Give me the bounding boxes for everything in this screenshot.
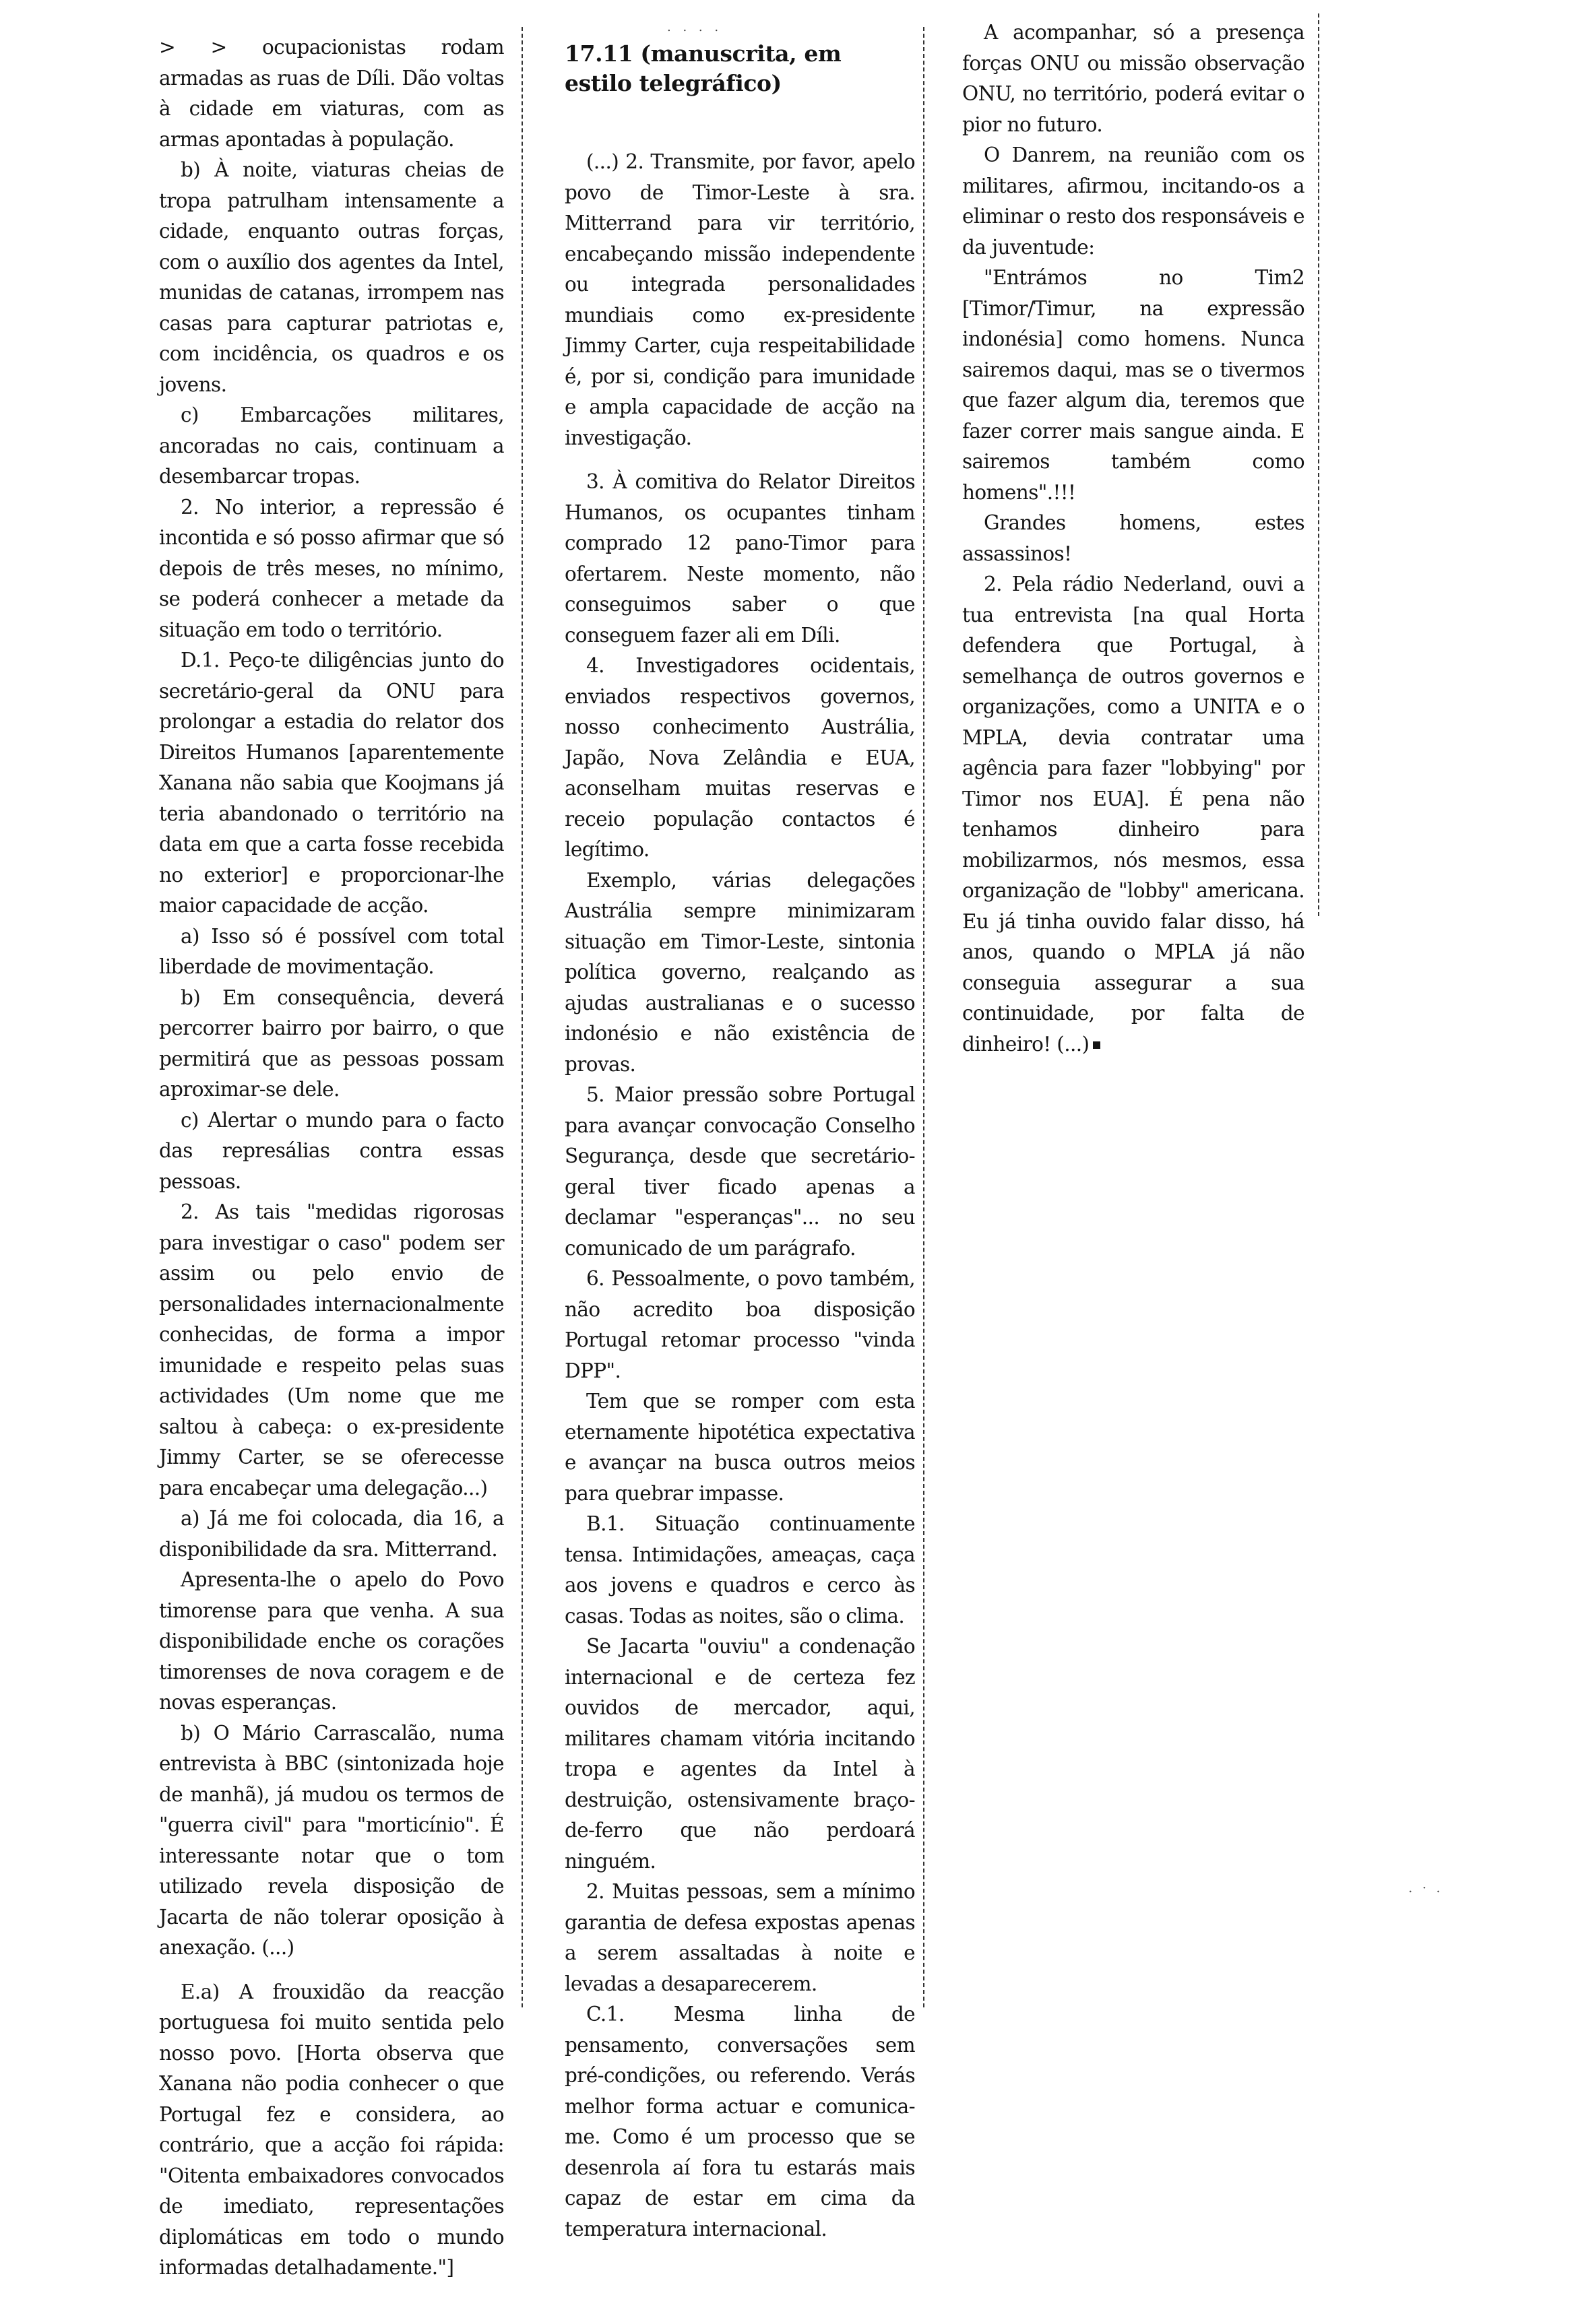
column3-paragraph: O Danrem, na reunião com os militares, afirmou, incitando-os a eliminar o resto dos responsáveis e da juventude:	[962, 143, 1304, 259]
column-3	[962, 18, 1304, 1060]
column-2	[565, 39, 915, 2245]
column2-paragraph: 4. Investigadores ocidentais, enviados respectivos governos, nosso conhecimento Austrália, Japão, Nova Zelândia e EUA, aconselham muitas reservas e receio população contactos é legítimo.	[565, 654, 915, 861]
column1-intro: > > ocupacionistas rodam armadas as ruas de Díli. Dão voltas à cidade em viaturas, com as armas apontadas à população.	[159, 36, 504, 151]
column2-paragraph: Exemplo, várias delegações Austrália sempre minimizaram situação em Timor-Leste, sintonia política governo, realçando as ajudas australianas e o sucesso indonésio e não existência de provas.	[565, 868, 915, 1076]
column2-paragraph: 5. Maior pressão sobre Portugal para avançar convocação Conselho Segurança, desde que secretário-geral tiver ficado apenas a declamar "esperanças"... no seu comunicado de um parágrafo.	[565, 1083, 915, 1260]
section-heading: 17.11 (manuscrita, em estilo telegráfico)	[565, 40, 842, 96]
column1-paragraph: c) Alertar o mundo para o facto das represálias contra essas pessoas.	[159, 1108, 504, 1193]
column1-paragraph: 2. As tais "medidas rigorosas para investigar o caso" podem ser assim ou pelo envio de personalidades internacionalmente conhecidas, de forma a impor imunidade e respeito pelas suas actividades (Um nome que me saltou à cabeça: o ex-presidente Jimmy Carter, se se oferecesse para encabeçar uma delegação...)	[159, 1200, 504, 1499]
end-of-article-mark	[1093, 1041, 1100, 1049]
column1-paragraph: Apresenta-lhe o apelo do Povo timorense para que venha. A sua disponibilidade enche os corações timorenses de nova coragem e de novas esperanças.	[159, 1568, 504, 1714]
column-divider-3	[1318, 13, 1319, 916]
column3-paragraph	[962, 569, 1304, 1060]
column3-paragraph: A acompanhar, só a presença forças ONU ou missão observação ONU, no território, poderá evitar o pior no futuro.	[962, 21, 1304, 136]
column1-paragraph: b) À noite, viaturas cheias de tropa patrulham intensamente a cidade, enquanto outras forças, com o auxílio dos agentes da Intel, munidas de catanas, irrompem nas casas para capturar patriotas e, com incidência, os quadros e os jovens.	[159, 158, 504, 396]
header-dots: . . . .	[667, 20, 723, 34]
column2-paragraph: B.1. Situação continuamente tensa. Intimidações, ameaças, caça aos jovens e quadros e cerco às casas. Todas as noites, são o clima.	[565, 1512, 915, 1627]
column1-paragraph: a) Já me foi colocada, dia 16, a disponibilidade da sra. Mitterrand.	[159, 1507, 504, 1561]
scan-specks: . · .	[1408, 1879, 1443, 1896]
column-divider-1-lower	[522, 997, 523, 2007]
column-divider-1	[522, 27, 523, 997]
column1-paragraph: E.a) A frouxidão da reacção portuguesa foi muito sentida pelo nosso povo. [Horta observa que Xanana não podia conhecer o que Portugal fez e considera, ao contrário, que a acção foi rápida: "Oitenta embaixadores convocados de imediato, representações diplomáticas em todo o mundo informadas detalhadamente."]	[159, 1980, 504, 2279]
column1-paragraph: b) O Mário Carrascalão, numa entrevista à BBC (sintonizada hoje de manhã), já mudou os termos de "guerra civil" para "morticínio". É interessante notar que o tom utilizado revela disposição de Jacarta de não tolerar oposição à anexação. (...)	[159, 1721, 504, 1959]
column1-paragraph: c) Embarcações militares, ancoradas no cais, continuam a desembarcar tropas.	[159, 404, 504, 488]
column2-paragraph: (...) 2. Transmite, por favor, apelo povo de Timor-Leste à sra. Mitterrand para vir território, encabeçando missão independente ou integrada personalidades mundiais como ex-presidente Jimmy Carter, cuja respeitabilidade é, por si, condição para imunidade e ampla capacidade de acção na investigação.	[565, 150, 915, 449]
column2-paragraph: 2. Muitas pessoas, sem a mínimo garantia de defesa expostas apenas a serem assaltadas à noite e levadas a desaparecerem.	[565, 1880, 915, 1995]
column2-paragraph: Se Jacarta "ouviu" a condenação internacional e de certeza fez ouvidos de mercador, aqui, militares chamam vitória incitando tropa e agentes da Intel à destruição, ostensivamente braço-de-ferro que não perdoará ninguém.	[565, 1635, 915, 1873]
column2-paragraph: C.1. Mesma linha de pensamento, conversações sem pré-condições, ou referendo. Verás melhor forma actuar e comunica-me. Como é um processo que se desenrola aí fora tu estarás mais capaz de estar em cima da temperatura internacional.	[565, 2003, 915, 2240]
column3-paragraph-text: 2. Pela rádio Nederland, ouvi a tua entrevista [na qual Horta defendera que Portugal, à semelhança de outros governos e organizações, como a UNITA e o MPLA, devia contratar uma agência para fazer "lobbying" por Timor nos EUA]. É pena não tenhamos dinheiro para mobilizarmos, nós mesmos, essa organização de "lobby" americana. Eu já tinha ouvido falar disso, há anos, quando o MPLA já não conseguia assegurar a sua continuidade, por falta de dinheiro! (...)	[962, 573, 1304, 1056]
column3-paragraph: Grandes homens, estes assassinos!	[962, 511, 1304, 565]
column1-paragraph: D.1. Peço-te diligências junto do secretário-geral da ONU para prolongar a estadia do relator dos Direitos Humanos [aparentemente Xanana não sabia que Koojmans já teria abandonado o território na data em que a carta fosse recebida no exterior] e proporcionar-lhe maior capacidade de acção.	[159, 649, 504, 917]
column-divider-2	[923, 27, 924, 2007]
column2-paragraph: Tem que se romper com esta eternamente hipotética expectativa e avançar na busca outros meios para quebrar impasse.	[565, 1390, 915, 1505]
column1-paragraph: a) Isso só é possível com total liberdade de movimentação.	[159, 924, 504, 978]
column2-paragraph: 3. À comitiva do Relator Direitos Humanos, os ocupantes tinham comprado 12 pano-Timor para ofertarem. Neste momento, não conseguimos saber o que conseguem fazer ali em Díli.	[565, 470, 915, 647]
column1-paragraph: b) Em consequência, deverá percorrer bairro por bairro, o que permitirá que as pessoas possam aproximar-se dele.	[159, 986, 504, 1101]
column-1	[159, 32, 504, 2284]
column2-paragraph: 6. Pessoalmente, o povo também, não acredito boa disposição Portugal retomar processo "vinda DPP".	[565, 1267, 915, 1382]
column1-paragraph: 2. No interior, a repressão é incontida e só posso afirmar que só depois de três meses, no mínimo, se poderá conhecer a metade da situação em todo o território.	[159, 495, 504, 641]
column3-paragraph: "Entrámos no Tim2 [Timor/Timur, na expressão indonésia] como homens. Nunca sairemos daqui, mas se o tivermos que fazer algum dia, teremos que fazer correr mais sangue ainda. E sairemos também como homens".!!!	[962, 266, 1304, 504]
